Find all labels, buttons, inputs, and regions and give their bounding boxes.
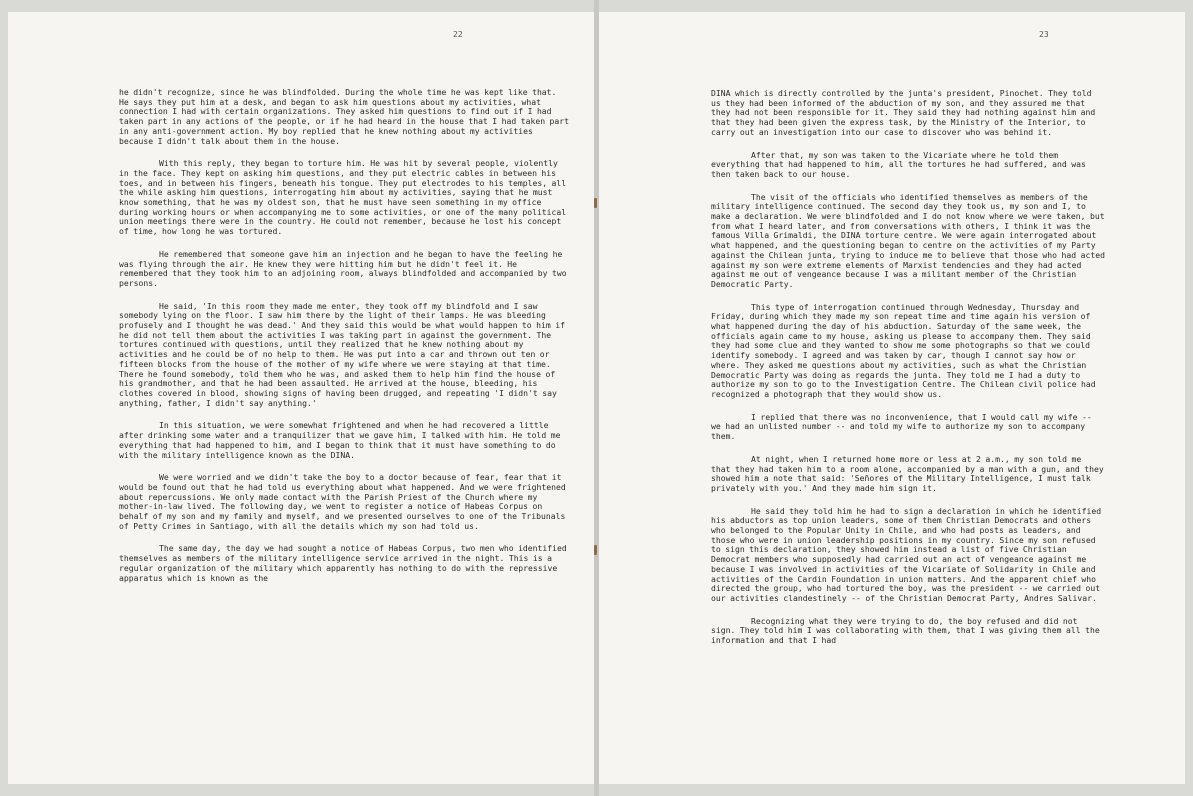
paragraph: With this reply, they began to torture him. He was hit by several people, violently in the face. They kept on asking him questions, and they put electric cables in between his toes, and in between his fingers, beneath his tongue. They put electrodes to his temples, all the while asking him questions, interrogating him about my activities, saying that he must know something, that he was my oldest son, that he must have seen something in my office during working hours or when accompanying me to some activities, or one of the many political union meetings there were in the country. He could not remember, because he lost his concept of time, how long he was tortured.	[119, 158, 567, 237]
page-number: 22	[453, 30, 463, 39]
paragraph: He said, 'In this room they made me enter, they took off my blindfold and I saw somebody lying on the floor. I saw him there by the light of their lamps. He was bleeding profusely and I thought he was dead.' And they said this would be what would happen to him if he did not tell them about the activities I was taking part in against the government. The tortures continued with questions, until they realized that he knew nothing about my activities and he could be of no help to them. He was put into a car and thrown out ten or fifteen blocks from the house of the mother of my wife where we were staying at that time. There he found somebody, told them who he was, and asked them to help him find the house of his grandmother, and that he had been assaulted. He arrived at the house, bleeding, his clothes covered in blood, showing signs of having been drugged, and repeating 'I didn't say anything, father, I didn't say anything.'	[119, 300, 565, 408]
paragraph: The same day, the day we had sought a notice of Habeas Corpus, two men who identified themselves as members of the military intelligence service arrived in the night. This is a regular organization of the military which apparently has nothing to do with the repressive apparatus which is known as the	[119, 543, 567, 583]
paragraph: This type of interrogation continued through Wednesday, Thursday and Friday, during which they made my son repeat time and time again his version of what happened during the day of his abduction. Saturday of the same week, the officials again came to my house, asking us please to accompany them. They said they had some clue and they wanted to show me some photographs so that we could identify somebody. I agreed and was taken by car, though I cannot say how or where. They asked me questions about my activities, such as what the Christian Democratic Party was doing as regards the junta. They told me I had a duty to authorize my son to go to the Investigation Centre. The Chilean civil police had recognized a photograph that they would show us.	[711, 301, 1096, 399]
paragraph: he didn't recognize, since he was blindfolded. During the whole time he was kept like that. He says they put him at a desk, and began to ask him questions about my activities, what connection I had with certain organizations. They asked him questions to find out if I had taken part in any actions of the people, or if he had heard in the house that I had taken part in any anti-government action. My boy replied that he knew nothing about my activities because I didn't talk about them in the house.	[119, 87, 570, 146]
paragraph: I replied that there was no inconvenience, that I would call my wife -- we had an unlisted number -- and told my wife to authorize my son to accompany them.	[711, 411, 1092, 442]
paragraph: He remembered that someone gave him an injection and he began to have the feeling he was flying through the air. He knew they were hitting him but he didn't feel it. He remembered that they took him to an adjoining room, always blindfolded and accompanied by two persons.	[119, 248, 567, 288]
paragraph: In this situation, we were somewhat frightened and when he had recovered a little after drinking some water and a tranquilizer that we gave him, I talked with him. He told me everything that had happened to him, and I began to think that it must have something to do with the military intelligence known as the DINA.	[119, 420, 561, 460]
paragraph: Recognizing what they were trying to do, the boy refused and did not sign. They told him I was collaborating with them, that I was giving them all the information and that I had	[711, 615, 1100, 646]
paragraph: We were worried and we didn't take the boy to a doctor because of fear, fear that it would be found out that he had told us everything about what happened. And we were frightened about repercussions. We only made contact with the Parish Priest of the Church where my mother-in-law lived. The following day, we went to register a notice of Habeas Corpus on behalf of my son and my family and myself, and we presented ourselves to one of the Tribunals of Petty Crimes in Santiago, with all the details which my son had told us.	[119, 472, 566, 531]
paragraph: He said they told him he had to sign a declaration in which he identified his abductors as top union leaders, some of them Christian Democrats and others who belonged to the Popular Unity in Chile, and who had posts as leaders, and those who were in union leadership positions in my country. Since my son refused to sign this declaration, they showed him instead a list of five Christian Democrat members who supposedly had carried out an act of vengeance against me because I was involved in activities of the Vicariate of Solidarity in Chile and activities of the Cardin Foundation in union matters. And the apparent chief who directed the group, who had tortured the boy, was the president -- we carried out our activities clandestinely -- of the Christian Democrat Party, Andres Salivar.	[711, 505, 1102, 603]
left-page	[8, 12, 594, 784]
right-page	[599, 12, 1185, 784]
paragraph: After that, my son was taken to the Vicariate where he told them everything that had happened to him, all the tortures he had suffered, and was then taken back to our house.	[711, 149, 1086, 179]
paragraph: At night, when I returned home more or less at 2 a.m., my son told me that they had taken him to a room alone, accompanied by a man with a gun, and they showed him a note that said: 'Señores of the Military Intelligence, I must talk privately with you.' And they made him sign it.	[711, 453, 1104, 493]
page-number: 23	[1039, 30, 1049, 39]
paragraph: The visit of the officials who identified themselves as members of the military intelligence continued. The second day they took us, my son and I, to make a declaration. We were blindfolded and I do not know where we were taken, but from what I heard later, and from conversations with others, I think it was the famous Villa Grimaldi, the DINA torture centre. We were again interrogated about what happened, and the questioning began to centre on the activities of my Party against the Chilean junta, trying to induce me to believe that those who had acted against my son were extreme elements of Marxist tendencies and they had acted against me out of vengeance because I was a militant member of the Christian Democratic Party.	[711, 191, 1105, 289]
paragraph: DINA which is directly controlled by the junta's president, Pinochet. They told us they had been informed of the abduction of my son, and they assured me that they had not been responsible for it. They said they had nothing against him and that they had been given the express task, by the Ministry of the Interior, to carry out an investigation into our case to discover who was behind it.	[711, 88, 1096, 137]
staple	[594, 545, 597, 555]
staple	[594, 198, 597, 208]
